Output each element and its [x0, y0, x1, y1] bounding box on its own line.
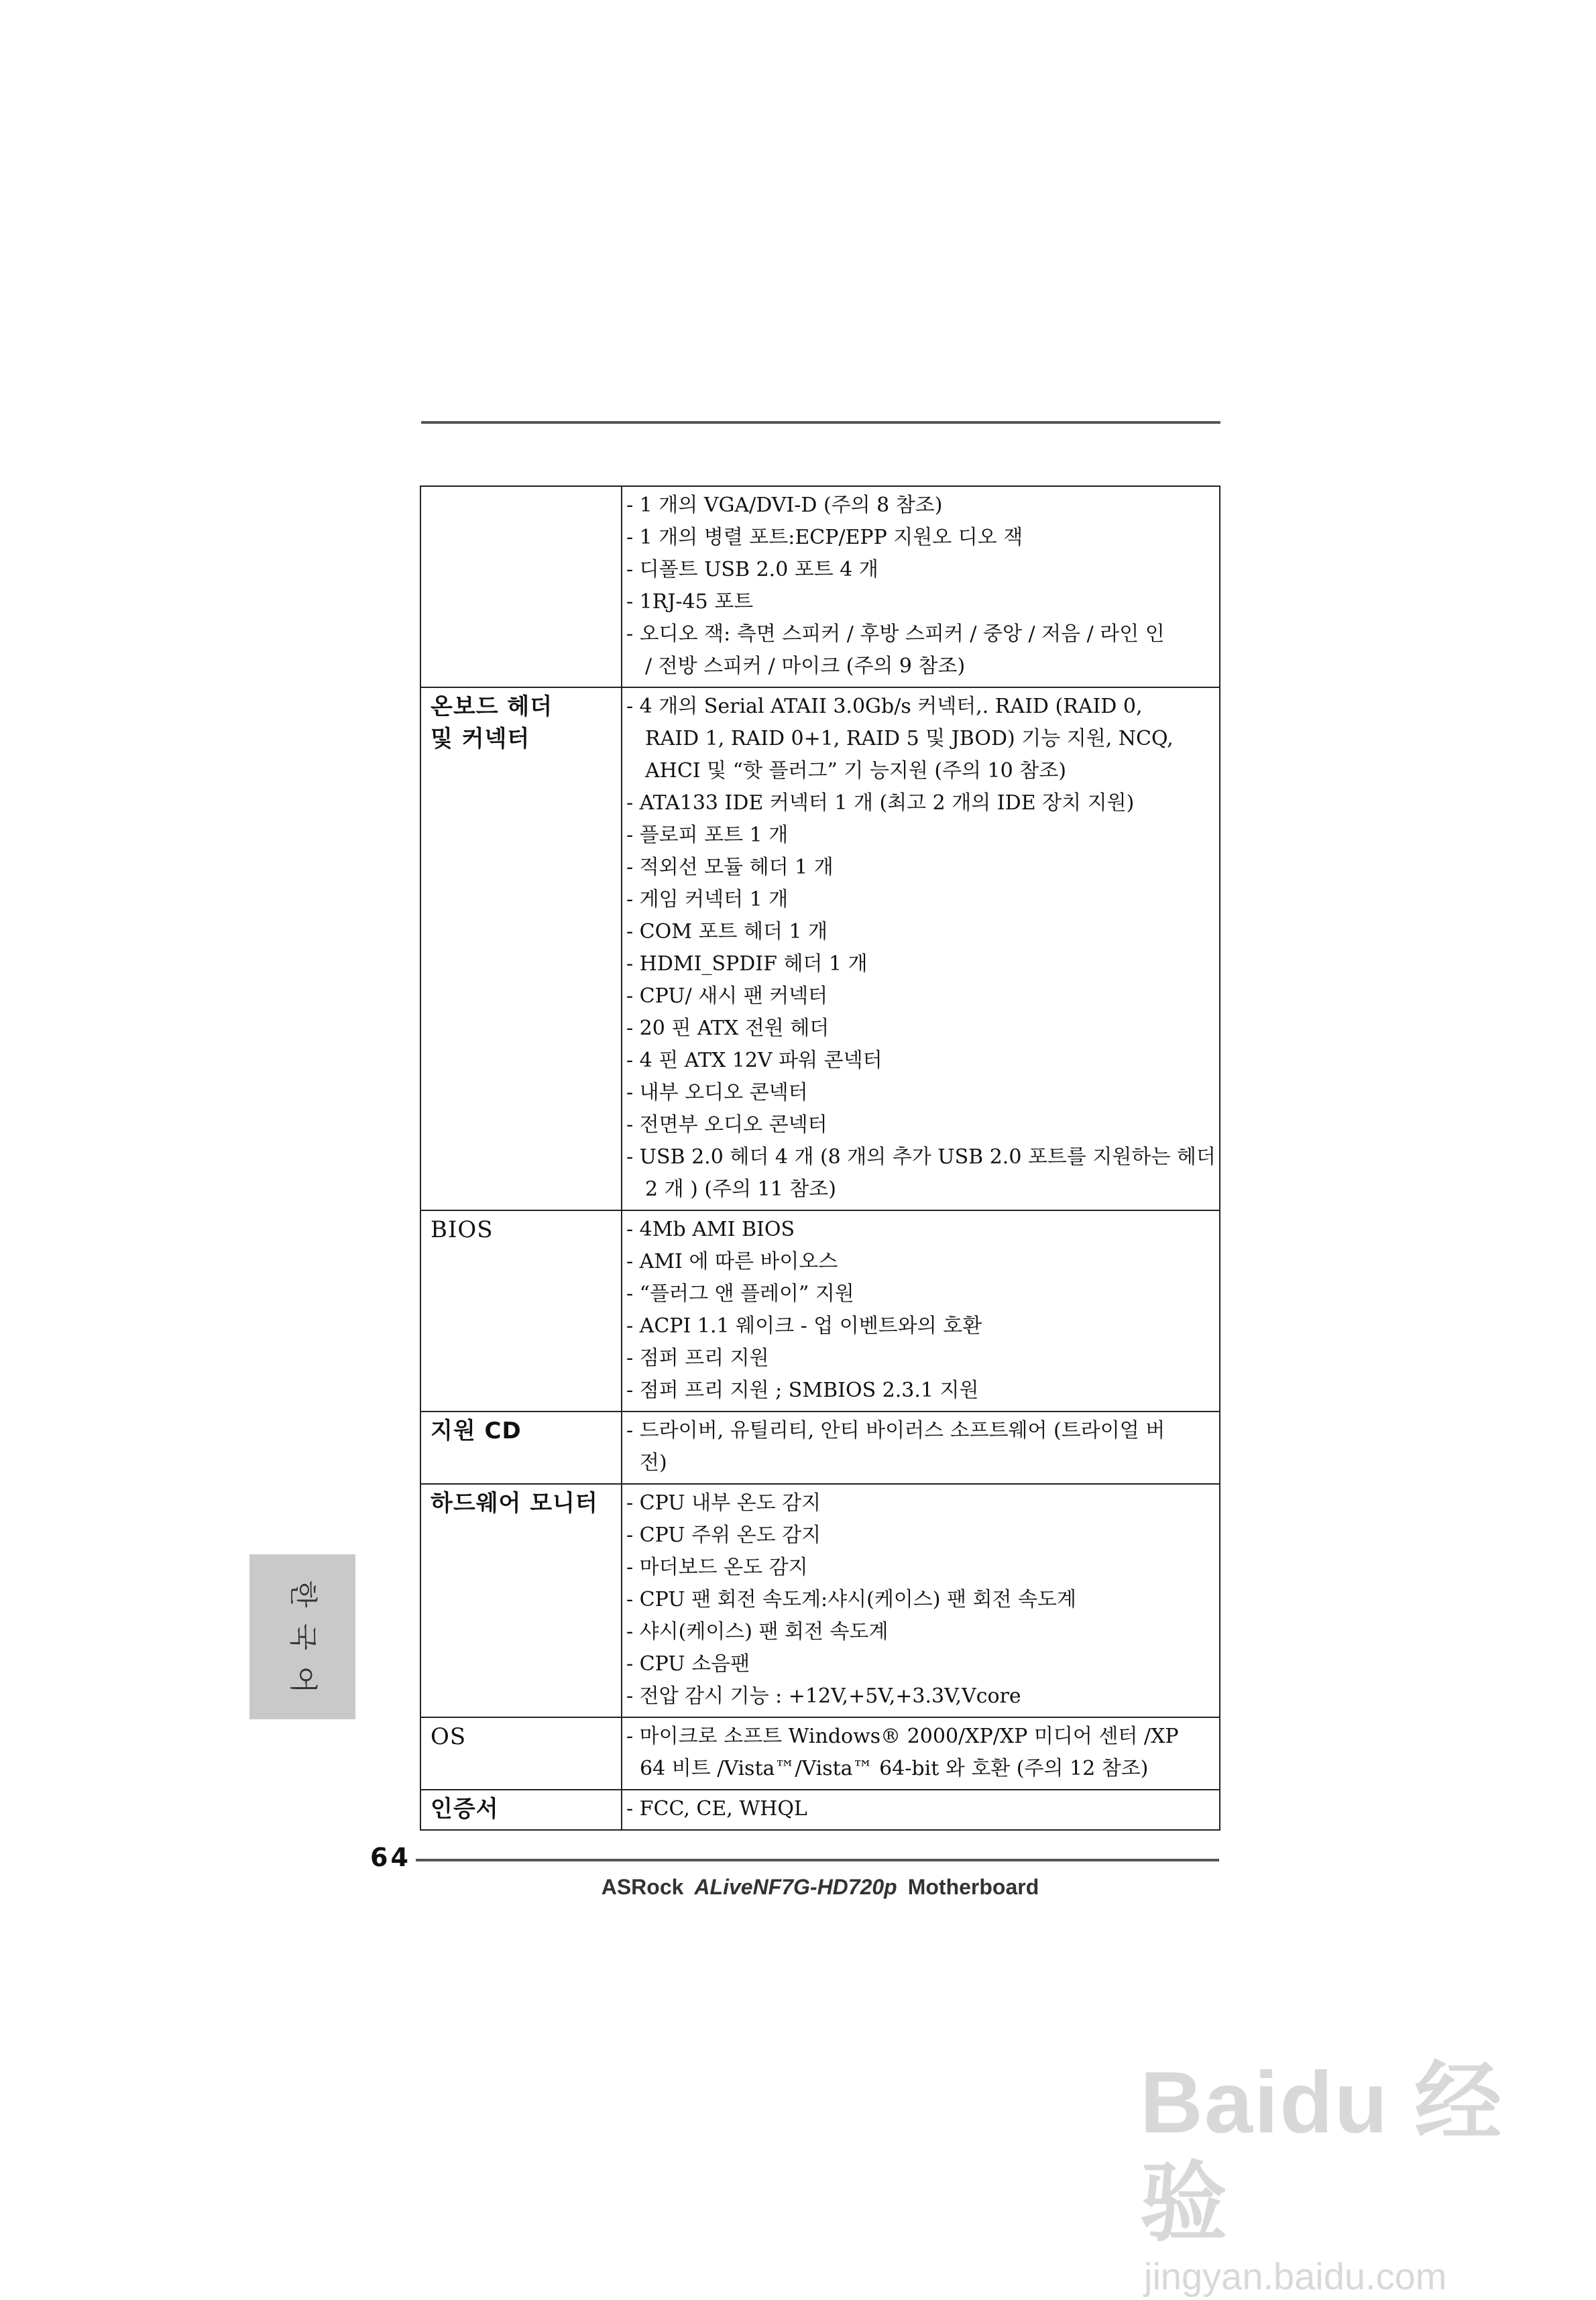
spec-line: - 샤시(케이스) 팬 회전 속도계 [626, 1620, 889, 1644]
watermark-logo: Baidu 经验 [1140, 2053, 1503, 2252]
spec-line: - 게임 커넥터 1 개 [626, 888, 789, 911]
spec-line: - 1RJ-45 포트 [626, 590, 754, 614]
spec-line: - 1 개의 병렬 포트:ECP/EPP 지원오 디오 잭 [626, 526, 1023, 549]
spec-line: - 적외선 모듈 헤더 1 개 [626, 856, 834, 879]
side-tab-char-1: 한 [286, 1580, 319, 1608]
spec-line: - AMI 에 따른 바이오스 [626, 1250, 838, 1273]
spec-value [622, 1412, 1220, 1484]
spec-line: - 전면부 오디오 콘넥터 [626, 1113, 828, 1137]
spec-value [622, 1484, 1220, 1717]
spec-line: - USB 2.0 헤더 4 개 (8 개의 추가 USB 2.0 포트를 지원하는 헤더 [626, 1145, 1216, 1169]
spec-line: - CPU 내부 온도 감지 [626, 1491, 821, 1515]
spec-line: - CPU 주위 온도 감지 [626, 1523, 821, 1547]
spec-line: - 오디오 잭: 측면 스피커 / 후방 스피커 / 중앙 / 저음 / 라인 인 [626, 622, 1165, 646]
footer-suffix: Motherboard [907, 1875, 1039, 1899]
spec-value [622, 1790, 1220, 1830]
spec-line: 2 개 ) (주의 11 참조) [645, 1177, 836, 1201]
page-number: 64 [370, 1843, 411, 1872]
spec-line: - 마이크로 소프트 Windows® 2000/XP/XP 미디어 센터 /XP [626, 1725, 1179, 1748]
top-rule [421, 421, 1220, 424]
spec-line: - 20 핀 ATX 전원 헤더 [626, 1017, 830, 1040]
spec-line: AHCI 및 “핫 플러그” 기 능지원 (주의 10 참조) [645, 759, 1066, 783]
spec-line: - 4 개의 Serial ATAII 3.0Gb/s 커넥터,. RAID (RAID 0, [626, 695, 1143, 718]
spec-line: / 전방 스피커 / 마이크 (주의 9 참조) [645, 654, 966, 678]
spec-table [420, 485, 1220, 1831]
watermark-url: jingyan.baidu.com [1144, 2255, 1447, 2297]
baidu-watermark [1140, 2052, 1556, 2297]
spec-label: 온보드 헤더 및 커넥터 [420, 687, 622, 1210]
language-side-tab [249, 1554, 355, 1719]
spec-line: - 1 개의 VGA/DVI-D (주의 8 참조) [626, 494, 943, 517]
spec-line: RAID 1, RAID 0+1, RAID 5 및 JBOD) 기능 지원, NCQ, [645, 727, 1174, 750]
spec-value [622, 687, 1220, 1210]
spec-row [420, 1717, 1220, 1790]
spec-line: - FCC, CE, WHQL [626, 1797, 807, 1821]
spec-line: - 마더보드 온도 감지 [626, 1556, 808, 1579]
spec-label: 인증서 [420, 1790, 622, 1830]
spec-row [420, 1412, 1220, 1484]
spec-line: 64 비트 /Vista™/Vista™ 64-bit 와 호환 (주의 12 참조) [640, 1757, 1149, 1780]
spec-line: - ACPI 1.1 웨이크 - 업 이벤트와의 호환 [626, 1314, 982, 1338]
spec-line: - 4Mb AMI BIOS [626, 1218, 795, 1241]
spec-line: - COM 포트 헤더 1 개 [626, 920, 828, 943]
spec-row [420, 687, 1220, 1210]
footer [420, 1875, 1220, 1900]
spec-label: BIOS [420, 1210, 622, 1412]
spec-label: 하드웨어 모니터 [420, 1484, 622, 1717]
spec-line: - “플러그 앤 플레이” 지원 [626, 1282, 854, 1306]
footer-brand: ASRock [601, 1875, 684, 1899]
spec-line: - 점퍼 프리 지원 [626, 1346, 769, 1370]
spec-row [420, 1790, 1220, 1830]
spec-row [420, 486, 1220, 687]
spec-line: 전) [640, 1451, 667, 1475]
spec-line: - 4 핀 ATX 12V 파워 콘넥터 [626, 1049, 882, 1072]
footer-model: ALiveNF7G-HD720p [694, 1875, 897, 1899]
spec-line: - 전압 감시 기능 : +12V,+5V,+3.3V,Vcore [626, 1684, 1021, 1708]
side-tab-char-2: 국 [286, 1623, 319, 1651]
spec-row [420, 1484, 1220, 1717]
spec-line: - 내부 오디오 콘넥터 [626, 1081, 808, 1104]
spec-line: - HDMI_SPDIF 헤더 1 개 [626, 952, 868, 976]
spec-value [622, 486, 1220, 687]
spec-value [622, 1210, 1220, 1412]
spec-line: - CPU 소음팬 [626, 1652, 750, 1676]
spec-label: 지원 CD [420, 1412, 622, 1484]
spec-line: - ATA133 IDE 커넥터 1 개 (최고 2 개의 IDE 장치 지원) [626, 791, 1135, 815]
spec-line: - CPU 팬 회전 속도계:샤시(케이스) 팬 회전 속도계 [626, 1588, 1076, 1611]
spec-label: OS [420, 1717, 622, 1790]
spec-row [420, 1210, 1220, 1412]
spec-line: - 플로피 포트 1 개 [626, 823, 789, 847]
spec-line: - 드라이버, 유틸리티, 안티 바이러스 소프트웨어 (트라이얼 버 [626, 1419, 1165, 1442]
bottom-rule [416, 1859, 1219, 1861]
spec-label [420, 486, 622, 687]
side-tab-char-3: 어 [286, 1666, 319, 1694]
spec-value [622, 1717, 1220, 1790]
spec-line: - CPU/ 새시 팬 커넥터 [626, 984, 828, 1008]
spec-line: - 디폴트 USB 2.0 포트 4 개 [626, 558, 878, 581]
spec-line: - 점퍼 프리 지원 ; SMBIOS 2.3.1 지원 [626, 1379, 979, 1402]
